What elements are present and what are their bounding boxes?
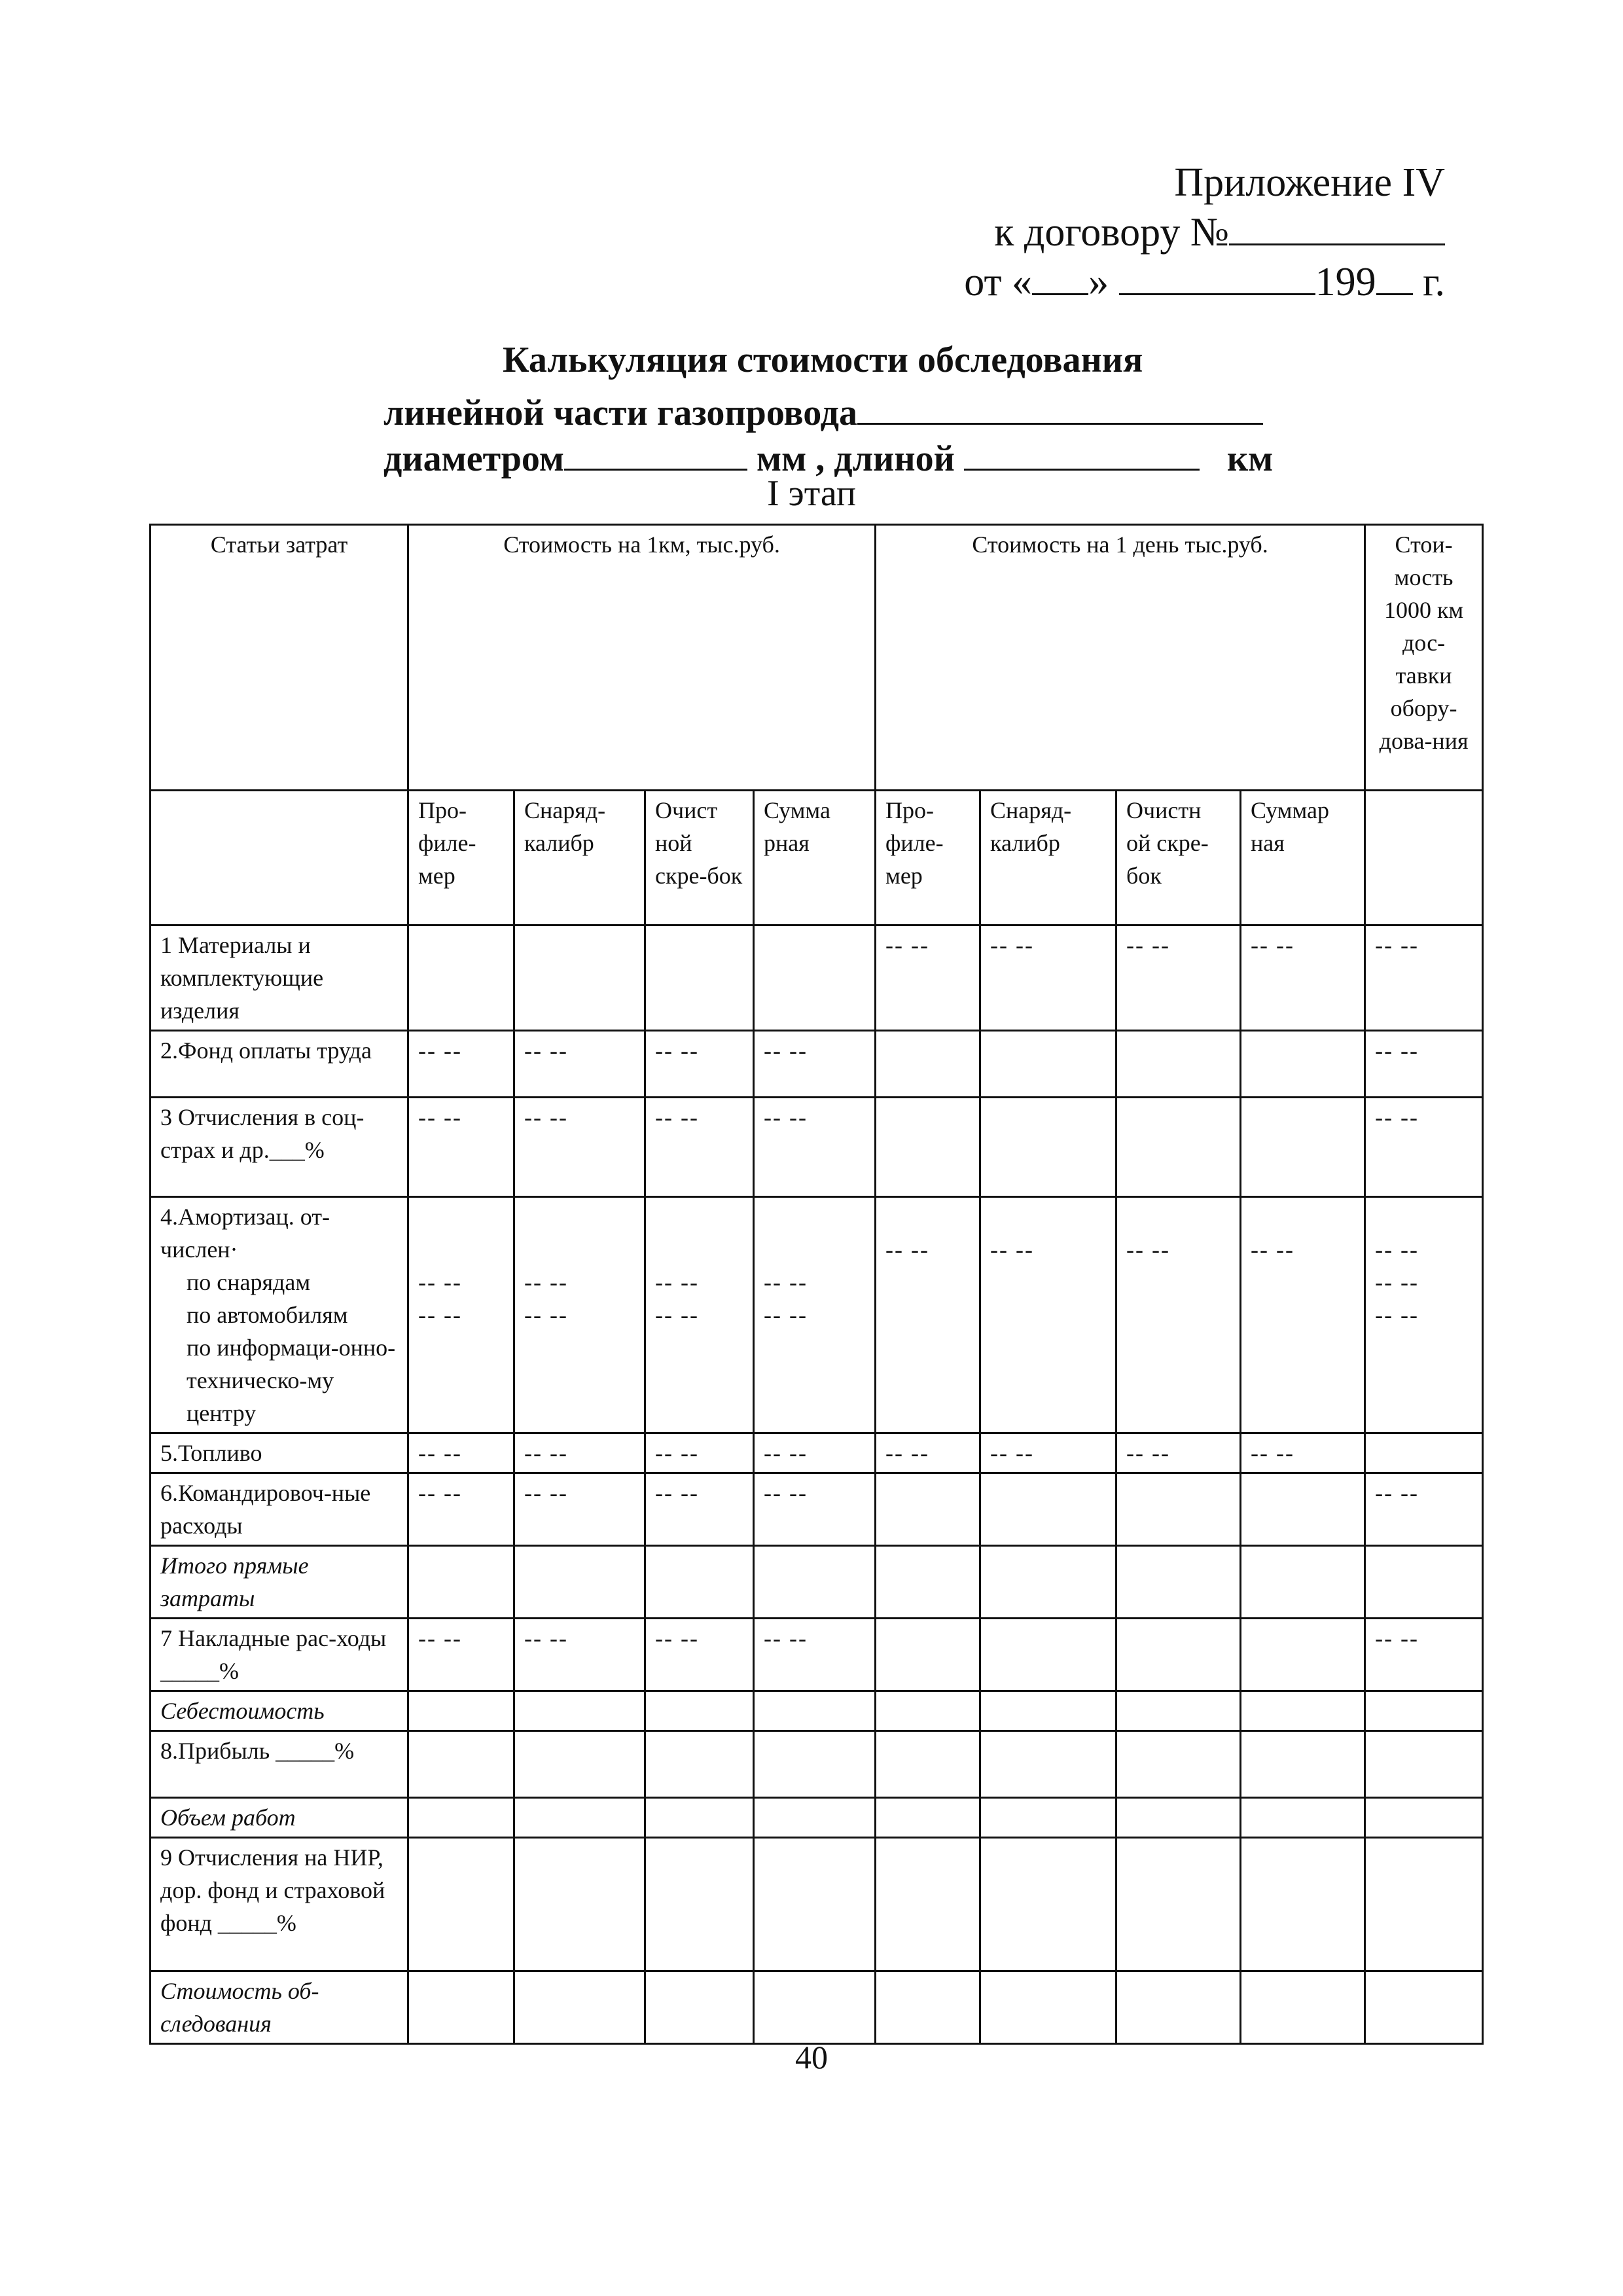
dash-cell: -- -- <box>1116 1197 1241 1433</box>
table-cell <box>1116 1971 1241 2044</box>
table-cell <box>645 1798 754 1838</box>
length-blank <box>964 432 1200 471</box>
table-cell <box>408 1798 514 1838</box>
table-cell <box>876 1971 980 2044</box>
row-label-direct-total: Итого прямые затраты <box>151 1546 408 1619</box>
dash-cell: -- -- <box>408 1433 514 1473</box>
table-cell <box>408 1546 514 1619</box>
table-cell <box>1116 1619 1241 1691</box>
sub-day-profilemer: Про-филе-мер <box>876 791 980 925</box>
dash-cell: -- -- <box>1241 1197 1365 1433</box>
title-line-1: Калькуляция стоимости обследования <box>503 340 1143 380</box>
dash-cell: -- -- <box>1116 1433 1241 1473</box>
sub-km-total: Сумма рная <box>754 791 876 925</box>
table-cell <box>1365 1731 1483 1798</box>
dash-cell: -- -- <box>876 1433 980 1473</box>
table-cell <box>1241 1838 1365 1971</box>
row-label-fuel: 5.Топливо <box>151 1433 408 1473</box>
table-cell <box>408 1971 514 2044</box>
table-row <box>151 1619 1483 1691</box>
table-cell <box>408 1691 514 1731</box>
page-number: 40 <box>795 2039 828 2075</box>
table-cell <box>1241 1473 1365 1546</box>
sub-km-scraper: Очист ной скре-бок <box>645 791 754 925</box>
table-cell <box>980 1971 1116 2044</box>
table-cell <box>1116 1731 1241 1798</box>
table-row <box>151 1731 1483 1798</box>
table-cell <box>1241 1546 1365 1619</box>
table-cell <box>1116 1473 1241 1546</box>
dash-cell: -- -- <box>754 1098 876 1197</box>
table-cell <box>1365 1433 1483 1473</box>
table-cell <box>754 1691 876 1731</box>
table-cell <box>876 1098 980 1197</box>
dash-cell: -- -- <box>645 1433 754 1473</box>
table-cell <box>514 1546 645 1619</box>
table-cell <box>645 1546 754 1619</box>
row-label-survey-cost: Стоимость об-следования <box>151 1971 408 2044</box>
header-empty-cell <box>151 791 408 925</box>
table-cell <box>408 1838 514 1971</box>
dash-cell: -- -- <box>1365 1098 1483 1197</box>
row-label-work-volume: Объем работ <box>151 1798 408 1838</box>
table-cell <box>980 1098 1116 1197</box>
sub-km-caliber: Снаряд-калибр <box>514 791 645 925</box>
dash-cell: -- -- <box>1116 925 1241 1031</box>
table-cell <box>1365 1546 1483 1619</box>
dash-cell: -- -- <box>754 1473 876 1546</box>
table-cell <box>1365 1838 1483 1971</box>
table-row <box>151 1098 1483 1197</box>
row-label-profit: 8.Прибыль _____% <box>151 1731 408 1798</box>
table-cell <box>876 1838 980 1971</box>
dash-cell: -- -- -- -- <box>514 1197 645 1433</box>
table-cell <box>980 1619 1116 1691</box>
header-cost-per-km: Стоимость на 1км, тыс.руб. <box>408 525 876 791</box>
dash-cell: -- -- <box>754 1433 876 1473</box>
table-cell <box>876 1731 980 1798</box>
dash-cell: -- -- -- -- <box>754 1197 876 1433</box>
table-cell <box>1116 1031 1241 1098</box>
table-cell <box>1365 1691 1483 1731</box>
dash-cell: -- -- <box>645 1473 754 1546</box>
dash-cell: -- -- <box>514 1433 645 1473</box>
table-cell <box>645 1691 754 1731</box>
day-blank <box>1032 257 1088 295</box>
row-label-payroll: 2.Фонд оплаты труда <box>151 1031 408 1098</box>
table-cell <box>1241 1619 1365 1691</box>
title-line-3: диаметром мм , длиной км <box>383 432 1273 480</box>
table-cell <box>876 1798 980 1838</box>
table-row <box>151 1838 1483 1971</box>
table-row <box>151 1473 1483 1546</box>
dash-cell: -- -- <box>980 1433 1116 1473</box>
table-cell <box>514 1838 645 1971</box>
table-row <box>151 1031 1483 1098</box>
row-label-overhead: 7 Накладные рас-ходы _____% <box>151 1619 408 1691</box>
table-cell <box>514 1691 645 1731</box>
row-label-deductions: 9 Отчисления на НИР, дор. фонд и страховой фонд _____% <box>151 1838 408 1971</box>
table-cell <box>514 1971 645 2044</box>
dash-cell: -- -- <box>754 1619 876 1691</box>
row-label-materials: 1 Материалы и комплектующие изделия <box>151 925 408 1031</box>
table-cell <box>754 1971 876 2044</box>
dash-cell: -- -- <box>514 1031 645 1098</box>
table-cell <box>645 1731 754 1798</box>
dash-cell: -- -- <box>980 1197 1116 1433</box>
table-cell <box>876 1473 980 1546</box>
dash-cell: -- -- <box>1241 1433 1365 1473</box>
contract-date-line: от « » 199 г. <box>964 257 1445 308</box>
table-cell <box>645 925 754 1031</box>
table-cell <box>645 1838 754 1971</box>
table-cell <box>754 1798 876 1838</box>
dash-cell: -- -- <box>514 1098 645 1197</box>
table-row <box>151 925 1483 1031</box>
row-label-depreciation: 4.Амортизац. от-числен· по снарядам по автомобилям по информаци-онно-техническо-му центру <box>151 1197 408 1433</box>
table-cell <box>1241 1031 1365 1098</box>
dash-cell: -- -- <box>1365 1031 1483 1098</box>
header-cost-items: Статьи затрат <box>151 525 408 791</box>
table-row <box>151 1798 1483 1838</box>
contract-number-blank <box>1229 207 1445 245</box>
table-cell <box>1241 1731 1365 1798</box>
dash-cell: -- -- <box>514 1619 645 1691</box>
sub-km-profilemer: Про-филе-мер <box>408 791 514 925</box>
pipeline-name-blank <box>857 386 1263 425</box>
table-row <box>151 1691 1483 1731</box>
dash-cell: -- -- <box>645 1031 754 1098</box>
table-cell <box>1116 1098 1241 1197</box>
table-cell <box>514 925 645 1031</box>
table-cell <box>408 925 514 1031</box>
header-row-subcolumns <box>151 791 1483 925</box>
table-cell <box>980 1731 1116 1798</box>
dash-cell: -- -- <box>876 925 980 1031</box>
table-cell <box>1241 1098 1365 1197</box>
dash-cell: -- -- <box>1365 925 1483 1031</box>
table-cell <box>754 1838 876 1971</box>
dash-cell: -- -- -- -- <box>645 1197 754 1433</box>
cost-calculation-table <box>149 524 1484 2045</box>
header-delivery-cost: Стои-мость 1000 км дос-тавки обору-дова-ния <box>1365 525 1483 791</box>
dash-cell: -- -- <box>408 1098 514 1197</box>
table-cell <box>514 1731 645 1798</box>
table-cell <box>980 1473 1116 1546</box>
table-row <box>151 1971 1483 2044</box>
row-label-prime-cost: Себестоимость <box>151 1691 408 1731</box>
table-cell <box>1241 1798 1365 1838</box>
appendix-title: Приложение IV <box>1174 160 1445 205</box>
dash-cell: -- -- <box>514 1473 645 1546</box>
table-cell <box>980 1798 1116 1838</box>
table-cell <box>980 1838 1116 1971</box>
year-blank <box>1376 257 1413 295</box>
row-label-social-contrib: 3 Отчисления в соц-страх и др.___% <box>151 1098 408 1197</box>
sub-delivery-empty <box>1365 791 1483 925</box>
contract-number-line: к договору № <box>994 207 1445 258</box>
dash-cell: -- -- <box>980 925 1116 1031</box>
table-cell <box>876 1619 980 1691</box>
table-cell <box>1365 1971 1483 2044</box>
dash-cell: -- -- <box>645 1619 754 1691</box>
table-cell <box>1116 1691 1241 1731</box>
table-cell <box>980 1546 1116 1619</box>
dash-cell: -- -- <box>645 1098 754 1197</box>
dash-cell: -- -- -- -- -- -- <box>1365 1197 1483 1433</box>
title-line-2: линейной части газопровода <box>383 386 1263 434</box>
sub-day-scraper: Очистн ой скре-бок <box>1116 791 1241 925</box>
table-cell <box>876 1031 980 1098</box>
dash-cell: -- -- <box>408 1031 514 1098</box>
dash-cell: -- -- <box>408 1473 514 1546</box>
dash-cell: -- -- <box>754 1031 876 1098</box>
table-cell <box>876 1546 980 1619</box>
table-cell <box>754 925 876 1031</box>
dash-cell: -- -- <box>1365 1619 1483 1691</box>
table-cell <box>1116 1798 1241 1838</box>
table-cell <box>408 1731 514 1798</box>
header-cost-per-day: Стоимость на 1 день тыс.руб. <box>876 525 1365 791</box>
table-row <box>151 1197 1483 1433</box>
dash-cell: -- -- <box>1241 925 1365 1031</box>
row-label-travel: 6.Командировоч-ные расходы <box>151 1473 408 1546</box>
dash-cell: -- -- -- -- <box>408 1197 514 1433</box>
table-cell <box>1241 1971 1365 2044</box>
table-cell <box>1241 1691 1365 1731</box>
diameter-blank <box>564 432 747 471</box>
stage-label: I этап <box>767 473 856 514</box>
table-cell <box>1116 1546 1241 1619</box>
table-cell <box>754 1731 876 1798</box>
dash-cell: -- -- <box>1365 1473 1483 1546</box>
table-row <box>151 1546 1483 1619</box>
header-row-groups <box>151 525 1483 791</box>
table-cell <box>980 1031 1116 1098</box>
sub-day-total: Суммар ная <box>1241 791 1365 925</box>
table-cell <box>876 1691 980 1731</box>
month-blank <box>1119 257 1315 295</box>
dash-cell: -- -- <box>876 1197 980 1433</box>
table-cell <box>754 1546 876 1619</box>
dash-cell: -- -- <box>408 1619 514 1691</box>
table-cell <box>514 1798 645 1838</box>
table-row <box>151 1433 1483 1473</box>
table-cell <box>1116 1838 1241 1971</box>
table-cell <box>645 1971 754 2044</box>
sub-day-caliber: Снаряд-калибр <box>980 791 1116 925</box>
table-cell <box>1365 1798 1483 1838</box>
table-cell <box>980 1691 1116 1731</box>
